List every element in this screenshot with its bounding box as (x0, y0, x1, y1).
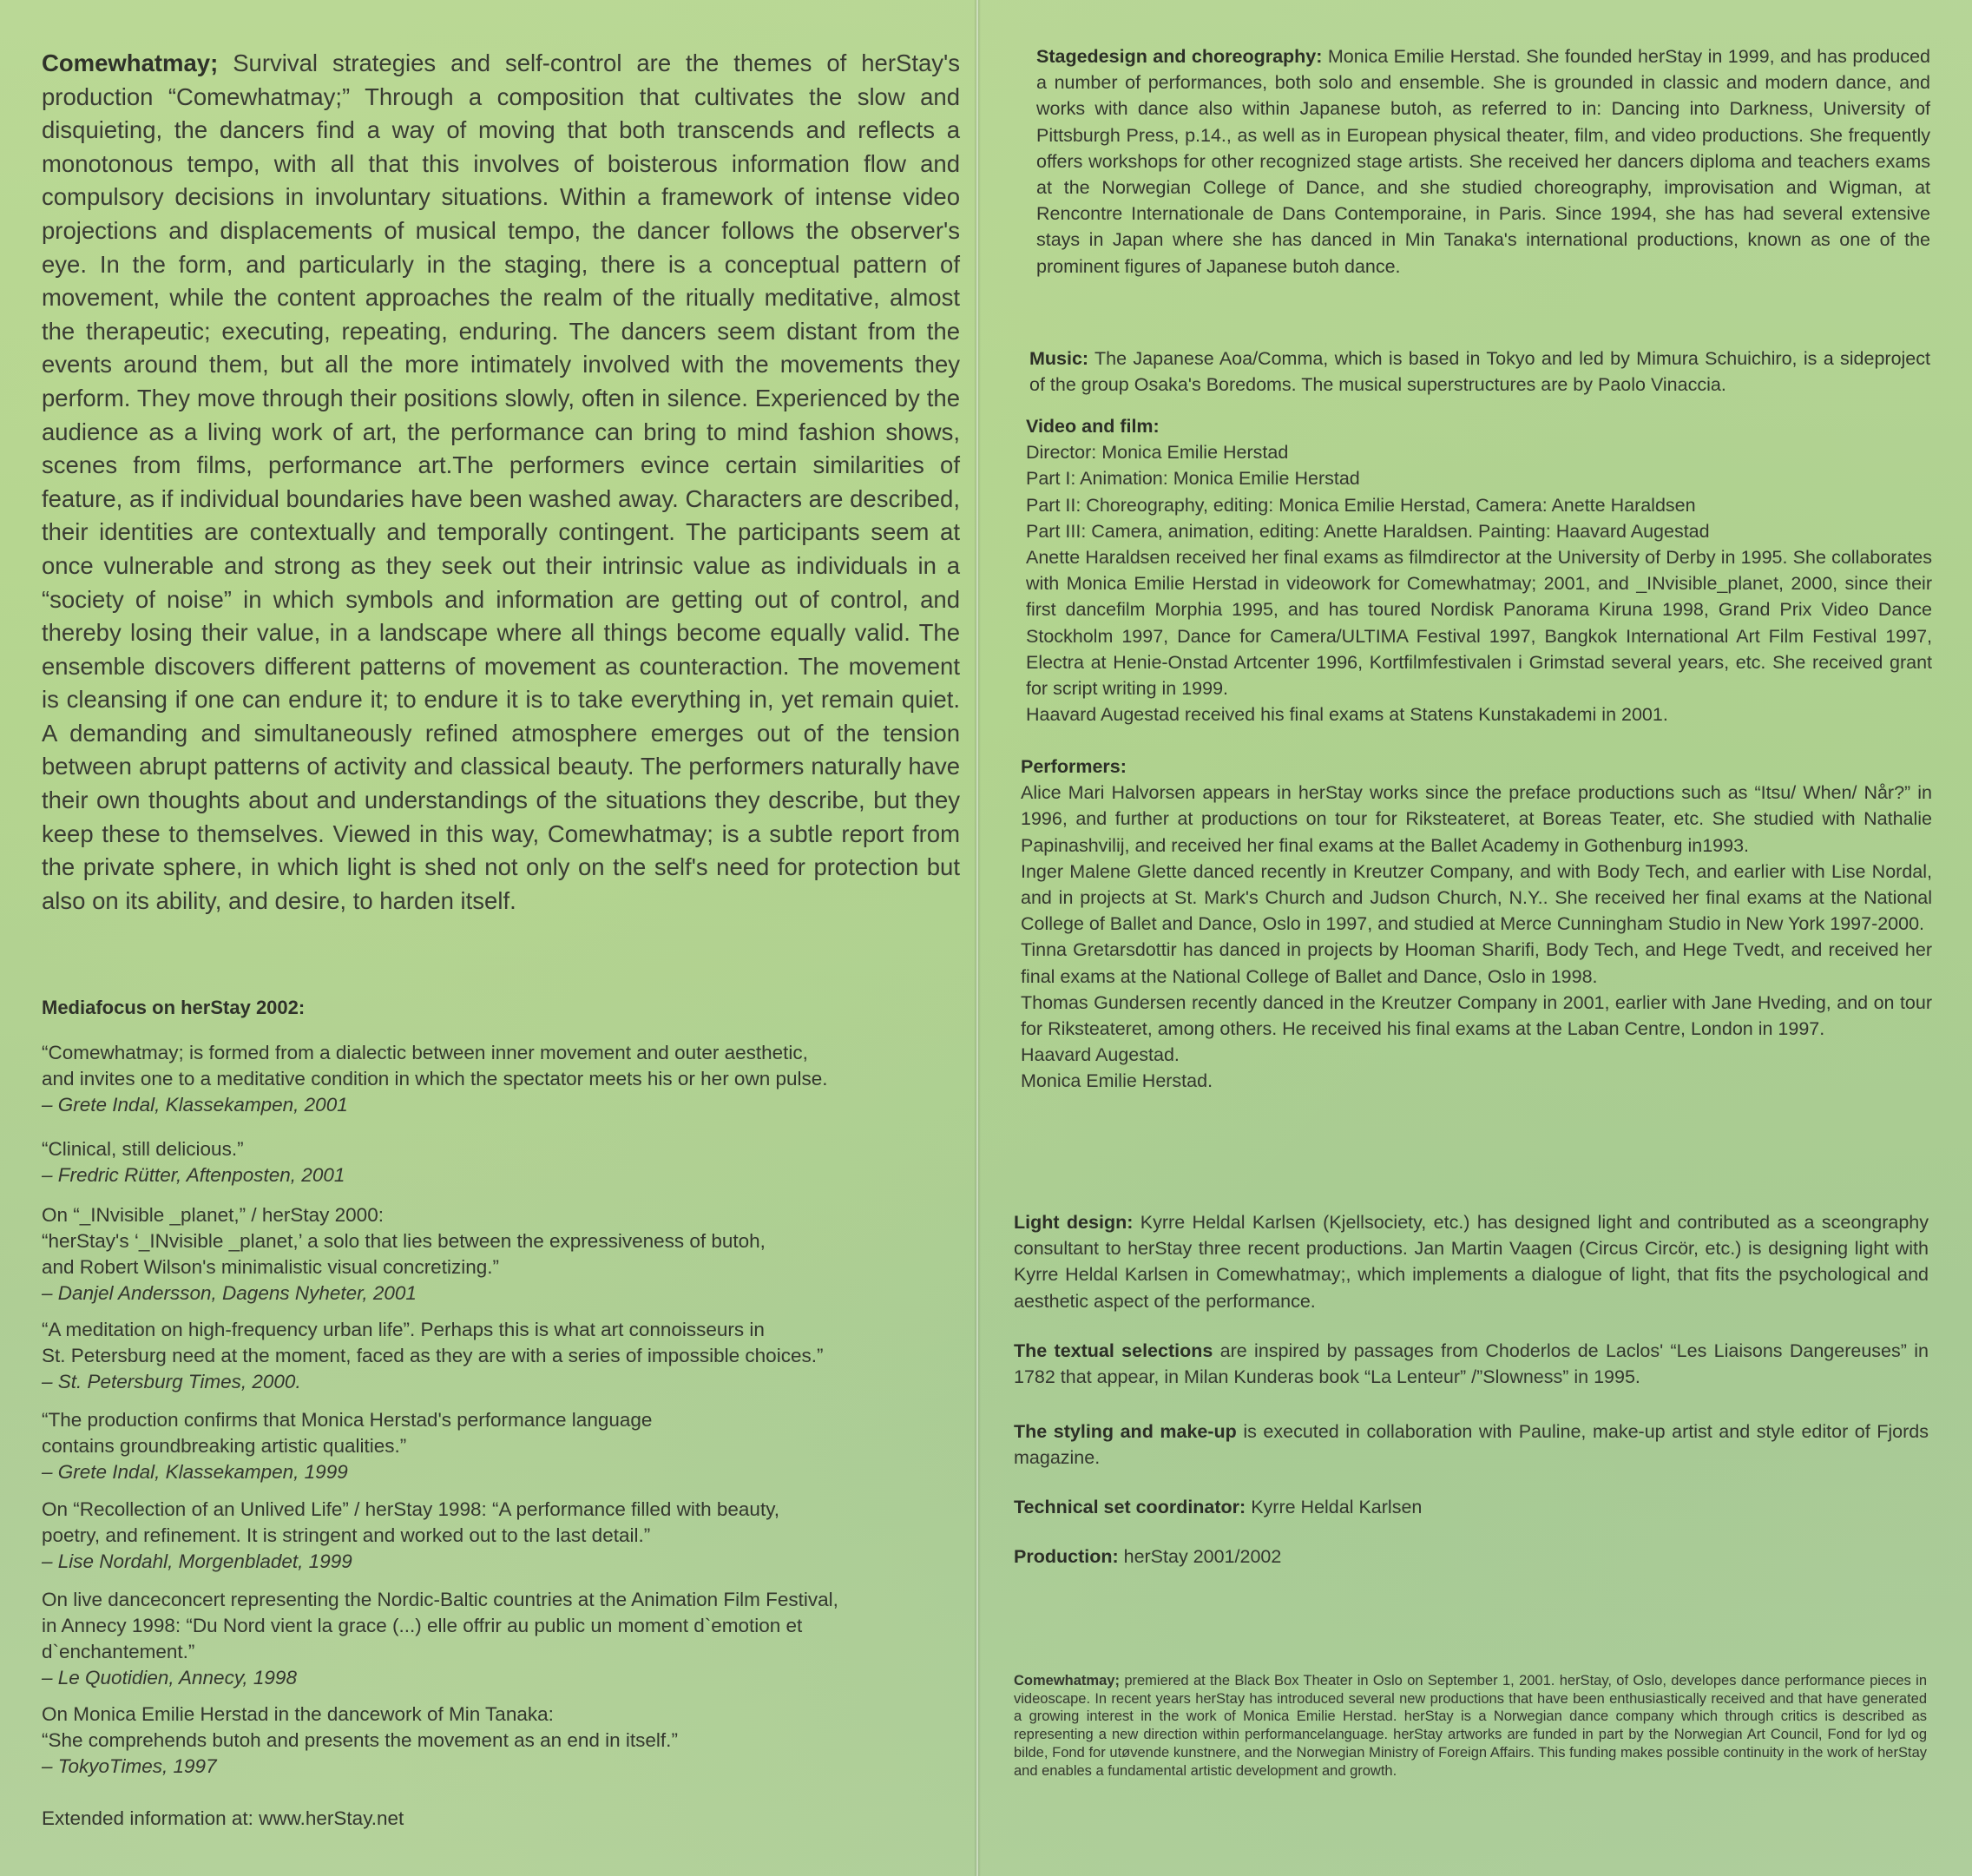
quote-item (42, 1407, 953, 1485)
music-section (1029, 346, 1930, 398)
performer-entry: Tinna Gretarsdottir has danced in projects by Hooman Sharifi, Body Tech, and Hege Tvedt, and received her final exams at the National College of Ballet and Dance, Oslo in 1998. (1021, 939, 1932, 987)
quote-source: – TokyoTimes, 1997 (42, 1755, 217, 1777)
performer-entry: Alice Mari Halvorsen appears in herStay works since the preface productions such as “Itsu/ When/ Når?” in 1996, and further at productions on tour for Riksteateret, at Boreas Teater, etc. She studied with Nathalie Papinashvilij, and received her final exams at the Ballet Academy in Gothenburg in1993. (1021, 782, 1932, 856)
quote-line: “The production confirms that Monica Herstad's performance language (42, 1409, 653, 1431)
intro-paragraph (42, 47, 960, 918)
quote-source: – Fredric Rütter, Aftenposten, 2001 (42, 1164, 345, 1186)
technical-text: Kyrre Heldal Karlsen (1251, 1497, 1423, 1517)
quote-line: “Clinical, still delicious.” (42, 1138, 244, 1160)
textual-label: The textual selections (1014, 1340, 1213, 1361)
performer-entry: Haavard Augestad. (1021, 1044, 1180, 1066)
quote-line: “Comewhatmay; is formed from a dialectic between inner movement and outer aesthetic, (42, 1042, 808, 1063)
page-fold-highlight (976, 0, 978, 1876)
footer-text: premiered at the Black Box Theater in Oslo on September 1, 2001. herStay, of Oslo, developes dance performance pieces in videoscape. In recent years herStay has introduced several new productions that have been enthusiastically received and that have generated a growing interest in the work of Monica Emilie Herstad. herStay is a Norwegian dance company which through critics is described as representing a new direction within performancelanguage. herStay artworks are funded in part by the Norwegian Art Council, Fond for lyd og bilde, Fond for utøvende kunstnere, and the Norwegian Ministry of Foreign Affairs. This funding makes possible continuity in the work of herStay and enables a fundamental artistic development and growth. (1014, 1673, 1927, 1779)
quote-source: – Lise Nordahl, Morgenbladet, 1999 (42, 1550, 352, 1572)
footer-label: Comewhatmay; (1014, 1673, 1120, 1688)
quote-line: On “_INvisible _planet,” / herStay 2000: (42, 1204, 384, 1226)
quote-source: – Danjel Andersson, Dagens Nyheter, 2001 (42, 1282, 417, 1304)
quote-item (42, 1040, 953, 1118)
production-section (1014, 1544, 1925, 1570)
video-credit-line: Part III: Camera, animation, editing: Anette Haraldsen. Painting: Haavard Augestad (1026, 520, 1710, 542)
stagedesign-section (1036, 43, 1930, 280)
quote-source: – Grete Indal, Klassekampen, 1999 (42, 1461, 348, 1483)
music-text: The Japanese Aoa/Comma, which is based in Tokyo and led by Mimura Schuichiro, is a sideproject of the group Osaka's Boredoms. The musical superstructures are by Paolo Vinaccia. (1029, 348, 1930, 396)
extended-info: Extended information at: www.herStay.net (42, 1807, 404, 1829)
textual-text: are inspired by passages from Choderlos de Laclos' “Les Liaisons Dangereuses” in 1782 that appear, in Milan Kunderas book “La Lenteur” /”Slowness” in 1995. (1014, 1340, 1929, 1388)
quote-item (42, 1702, 953, 1780)
production-text: herStay 2001/2002 (1123, 1546, 1282, 1567)
video-bio: Anette Haraldsen received her final exams as filmdirector at the University of Derby in 1995. She collaborates with Monica Emilie Herstad in videowork for Comewhatmay; 2001, and _INvisible_planet, 2000, since their first dancefilm Morphia 1995, and has toured Nordisk Panorama Kiruna 1998, Grand Prix Video Dance Stockholm 1997, Dance for Camera/ULTIMA Festival 1997, Bangkok International Art Film Festival 1997, Electra at Henie-Onstad Artcenter 1996, Kortfilmfestivalen i Grimstad several years, etc. She received grant for script writing in 1999. (1026, 547, 1932, 700)
quote-line: St. Petersburg need at the moment, faced as they are with a series of impossible choices.” (42, 1345, 824, 1366)
quote-source: – St. Petersburg Times, 2000. (42, 1371, 301, 1392)
performers-section (1021, 754, 1941, 1095)
quote-line: “herStay's ‘_INvisible _planet,’ a solo that lies between the expressiveness of butoh, (42, 1230, 766, 1252)
quote-item (42, 1317, 953, 1395)
quote-line: contains groundbreaking artistic qualities.” (42, 1435, 407, 1457)
quote-line: d`enchantement.” (42, 1641, 195, 1662)
performers-label: Performers: (1021, 756, 1127, 777)
video-label: Video and film: (1026, 416, 1160, 437)
quote-item (42, 1136, 953, 1188)
quote-line: “She comprehends butoh and presents the movement as an end in itself.” (42, 1729, 678, 1751)
light-design-label: Light design: (1014, 1212, 1134, 1233)
quote-line: poetry, and refinement. It is stringent and worked out to the last detail.” (42, 1524, 651, 1546)
performer-entry: Inger Malene Glette danced recently in Kreutzer Company, and with Body Tech, and earlier with Lise Nordal, and in projects at St. Mark's Church and Judson Church, N.Y.. She received her final exams at the National College of Ballet and Dance, Oslo in 1997, and studied at Merce Cunningham Studio in New York 1997-2000. (1021, 860, 1932, 935)
light-design-text: Kyrre Heldal Karlsen (Kjellsociety, etc.) has designed light and contributed as a sceongraphy consultant to herStay three recent productions. Jan Martin Vaagen (Circus Circör, etc.) is designing light with Kyrre Heldal Karlsen in Comewhatmay;, which implements a dialogue of light, that fits the psychological and aesthetic aspect of the performance. (1014, 1212, 1929, 1312)
quote-item (42, 1587, 953, 1691)
technical-section (1014, 1494, 1925, 1520)
video-credit-line: Part I: Animation: Monica Emilie Herstad (1026, 468, 1360, 490)
video-section (1026, 413, 1946, 727)
video-credit-line: Director: Monica Emilie Herstad (1026, 442, 1289, 464)
technical-label: Technical set coordinator: (1014, 1497, 1246, 1517)
stagedesign-text: Monica Emilie Herstad. She founded herStay in 1999, and has produced a number of performances, both solo and ensemble. She is grounded in classic and modern dance, and works with dance also within Japanese butoh, as referred to in: Dancing into Darkness, University of Pittsburgh Press, p.14., as well as in European physical theater, film, and video productions. She frequently offers workshops for other recognized stage artists. She received her dancers diploma and teachers exams at the Norwegian College of Dance, and she studied choreography, improvisation and Wigman, at Rencontre Internationale de Dans Contemporaine, in Paris. Since 1994, she has had several extensive stays in Japan where she has danced in Min Tanaka's international productions, known as one of the prominent figures of Japanese butoh dance. (1036, 46, 1930, 277)
intro-title: Comewhatmay; (42, 49, 219, 76)
quote-line: and Robert Wilson's minimalistic visual concretizing.” (42, 1256, 499, 1278)
quote-line: “A meditation on high-frequency urban life”. Perhaps this is what art connoisseurs in (42, 1319, 765, 1340)
quote-line: and invites one to a meditative condition in which the spectator meets his or her own pulse. (42, 1068, 828, 1089)
production-label: Production: (1014, 1546, 1119, 1567)
quote-line: On live danceconcert representing the Nordic-Baltic countries at the Animation Film Festival, (42, 1589, 838, 1610)
video-bio-2: Haavard Augestad received his final exams at Statens Kunstakademi in 2001. (1026, 704, 1668, 726)
quote-source: – Le Quotidien, Annecy, 1998 (42, 1667, 297, 1688)
performer-entry: Monica Emilie Herstad. (1021, 1070, 1213, 1092)
performers-list (1021, 780, 1932, 1094)
textual-section (1014, 1338, 1929, 1390)
intro-text: Survival strategies and self-control are the themes of herStay's production “Comewhatmay;” Through a composition that cultivates the slow and disquieting, the dancers find a way of moving that both transcends and reflects a monotonous tempo, with all that this involves of boisterous information flow and compulsory decisions in involuntary situations. Within a framework of intense video projections and displacements of musical tempo, the dancer follows the observer's eye. In the form, and particularly in the staging, there is a conceptual pattern of movement, while the content approaches the realm of the ritually meditative, almost the therapeutic; executing, repeating, enduring. The dancers seem distant from the events around them, but all the more intimately involved with the movements they perform. They move through their positions slowly, often in silence. Experienced by the audience as a living work of art, the performance can bring to mind fashion shows, scenes from films, performance art.The performers evince certain similarities of feature, as if individual boundaries have been washed away. Characters are described, their identities are contextually and temporally contingent. The participants seem at once vulnerable and strong as they seek out their intrinsic value as individuals in a “society of noise” in which symbols and information are getting out of control, and thereby losing their value, in a landscape where all things become equally valid. The ensemble discovers different patterns of movement as counteraction. The movement is cleansing if one can endure it; to endure it is to take everything in, yet remain quiet. A demanding and simultaneously refined atmosphere emerges out of the tension between abrupt patterns of activity and classical beauty. The performers naturally have their own thoughts about and understandings of the situations they describe, but they keep these to themselves. Viewed in this way, Comewhatmay; is a subtle report from the private sphere, in which light is shed not only on the self's need for protection but also on its ability, and desire, to harden itself. (42, 49, 960, 914)
quote-line: in Annecy 1998: “Du Nord vient la grace (...) elle offrir au public un moment d`emotion et (42, 1615, 803, 1636)
styling-section (1014, 1419, 1929, 1471)
video-credit-line: Part II: Choreography, editing: Monica Emilie Herstad, Camera: Anette Haraldsen (1026, 494, 1696, 516)
mediafocus-heading: Mediafocus on herStay 2002: (42, 997, 306, 1018)
quote-item (42, 1497, 953, 1575)
quote-line: On Monica Emilie Herstad in the dancework of Min Tanaka: (42, 1703, 554, 1725)
light-design-section (1014, 1209, 1929, 1314)
stagedesign-label: Stagedesign and choreography: (1036, 46, 1323, 67)
music-label: Music: (1029, 348, 1089, 369)
styling-text: is executed in collaboration with Pauline, make-up artist and style editor of Fjords magazine. (1014, 1421, 1929, 1469)
styling-label: The styling and make-up (1014, 1421, 1237, 1442)
quote-item (42, 1202, 953, 1307)
footer-note (1014, 1672, 1927, 1780)
quote-source: – Grete Indal, Klassekampen, 2001 (42, 1094, 348, 1116)
quote-line: On “Recollection of an Unlived Life” / herStay 1998: “A performance filled with beauty, (42, 1498, 780, 1520)
performer-entry: Thomas Gundersen recently danced in the Kreutzer Company in 2001, earlier with Jane Hveding, and on tour for Riksteateret, among others. He received his final exams at the Laban Centre, London in 1997. (1021, 991, 1932, 1040)
